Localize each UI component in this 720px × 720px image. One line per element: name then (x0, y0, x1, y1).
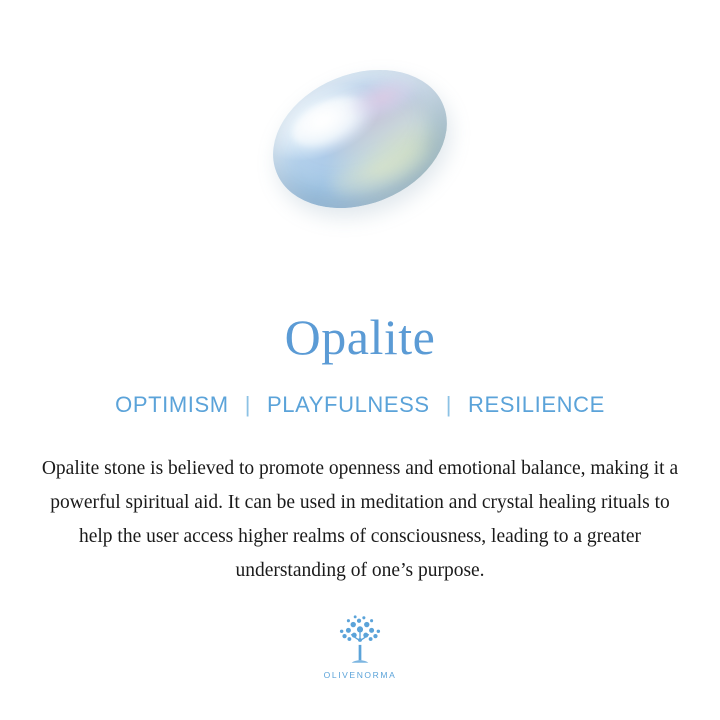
keyword-separator: | (445, 392, 453, 417)
opalite-stone-image (252, 45, 468, 233)
description-text: Opalite stone is believed to promote openness and emotional balance, making it a powerful spiritual aid. It can be used in meditation and crystal healing rituals to help the user access higher realms of consciousness, leading to a greater understanding of one’s purpose. (41, 458, 679, 581)
keyword-item-optimism: OPTIMISM (115, 392, 229, 417)
keyword-item-playfulness: PLAYFULNESS (267, 392, 430, 417)
page-title: Opalite (284, 309, 436, 365)
stone-body (252, 45, 468, 233)
keyword-item-resilience: RESILIENCE (468, 392, 605, 417)
keyword-separator: | (244, 392, 252, 417)
keyword-list (113, 392, 607, 418)
tree-of-life-icon (329, 612, 391, 668)
brand-name: OLIVENORMA (323, 670, 397, 680)
stone-image-area (0, 0, 720, 270)
brand-logo (324, 612, 397, 680)
